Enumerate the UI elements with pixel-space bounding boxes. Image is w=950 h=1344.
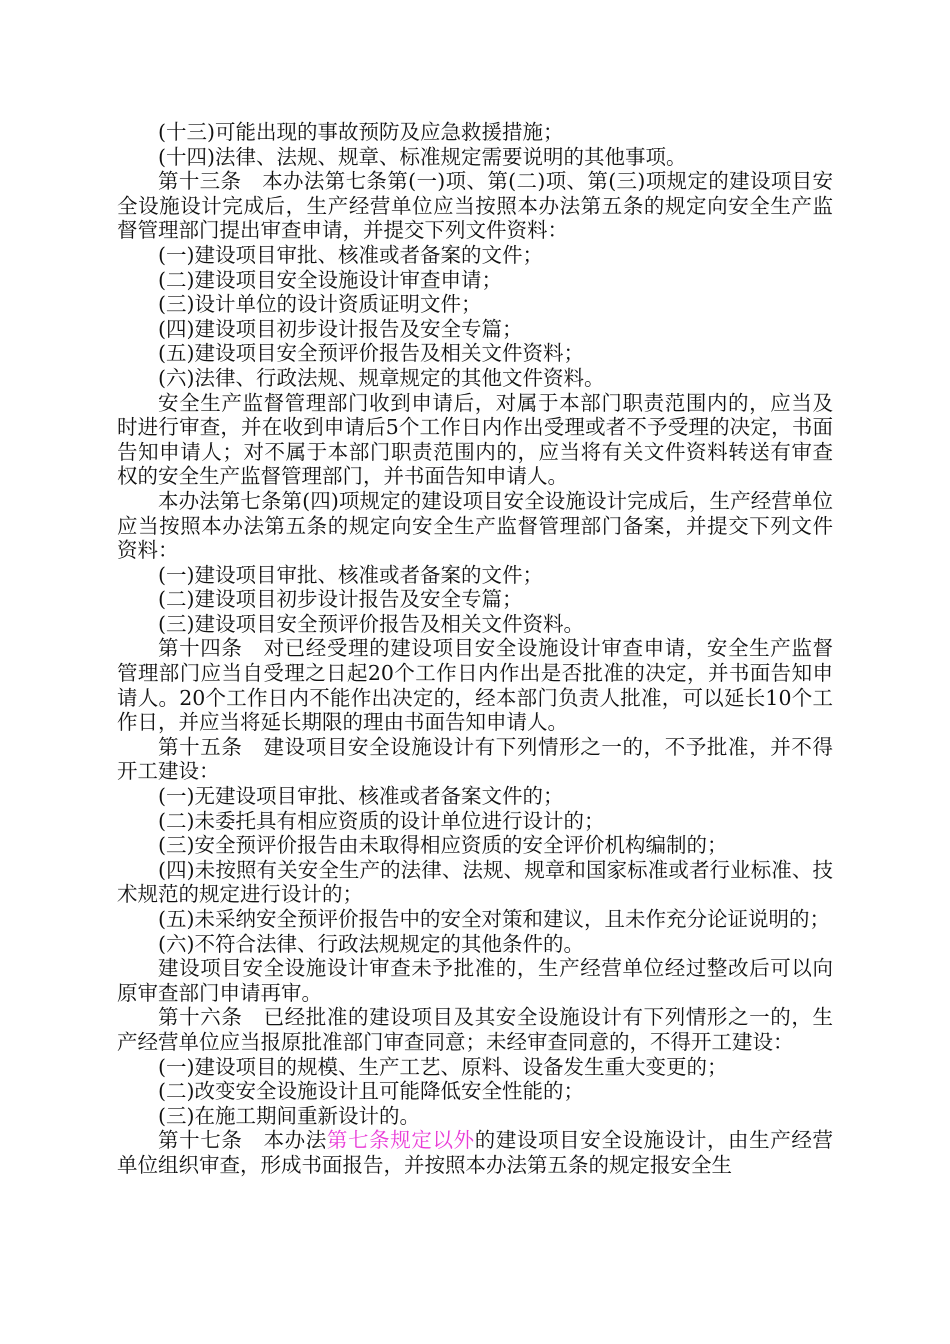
article-13-item-1: (一)建设项目审批、核准或者备案的文件； <box>158 242 543 267</box>
article-17 <box>117 1128 833 1177</box>
article-16-item-1: (一)建设项目的规模、生产工艺、原料、设备发生重大变更的； <box>158 1054 728 1079</box>
article-16: 第十六条 已经批准的建设项目及其安全设施设计有下列情形之一的，生产经营单位应当报原批准部门审查同意；未经审查同意的，不得开工建设： <box>117 1005 833 1054</box>
article-13: 第十三条 本办法第七条第(一)项、第(二)项、第(三)项规定的建设项目安全设施设计完成后，生产经营单位应当按照本办法第五条的规定向安全生产监督管理部门提出审查申请，并提交下列文件资料： <box>117 169 833 243</box>
article-13-item-3: (三)设计单位的设计资质证明文件； <box>158 292 482 317</box>
article-15-item-2: (二)未委托具有相应资质的设计单位进行设计的； <box>158 808 605 833</box>
paragraph-item-14: (十四)法律、法规、规章、标准规定需要说明的其他事项。 <box>158 144 687 169</box>
filing-item-1: (一)建设项目审批、核准或者备案的文件； <box>158 562 543 587</box>
article-13-review-paragraph: 安全生产监督管理部门收到申请后，对属于本部门职责范围内的，应当及时进行审查，并在收到申请后5个工作日内作出受理或者不予受理的决定，书面告知申请人；对不属于本部门职责范围内的，应当将有关文件资料转送有审查权的安全生产监督管理部门，并书面告知申请人。 <box>117 390 833 489</box>
article-15-item-1: (一)无建设项目审批、核准或者备案文件的； <box>158 784 564 809</box>
article-13-item-5: (五)建设项目安全预评价报告及相关文件资料； <box>158 341 584 366</box>
document-page <box>117 120 833 1178</box>
article-15-item-3: (三)安全预评价报告由未取得相应资质的安全评价机构编制的； <box>158 833 728 858</box>
article-17-text-after: 的建设项目安全设施设计，由生产经营单位组织审查，形成书面报告，并按照本办法第五条的规定报安全生 <box>117 1128 834 1177</box>
article-15-item-5: (五)未采纳安全预评价报告中的安全对策和建议，且未作充分论证说明的； <box>158 907 830 931</box>
article-13-item-6: (六)法律、行政法规、规章规定的其他文件资料。 <box>158 365 605 390</box>
paragraph-item-13: (十三)可能出现的事故预防及应急救援措施； <box>158 120 564 144</box>
highlighted-text: 第七条规定以外 <box>326 1128 475 1153</box>
filing-item-2: (二)建设项目初步设计报告及安全专篇； <box>158 587 523 612</box>
article-17-text-before: 第十七条 本办法 <box>158 1128 327 1153</box>
article-16-item-2: (二)改变安全设施设计且可能降低安全性能的； <box>158 1079 584 1104</box>
article-13-filing-paragraph: 本办法第七条第(四)项规定的建设项目安全设施设计完成后，生产经营单位应当按照本办法第五条的规定向安全生产监督管理部门备案，并提交下列文件资料： <box>117 488 833 563</box>
article-13-item-4: (四)建设项目初步设计报告及安全专篇； <box>158 316 523 341</box>
article-15-resubmit-paragraph: 建设项目安全设施设计审查未予批准的，生产经营单位经过整改后可以向原审查部门申请再审。 <box>117 956 833 1005</box>
filing-item-3: (三)建设项目安全预评价报告及相关文件资料。 <box>158 611 584 636</box>
article-14: 第十四条 对已经受理的建设项目安全设施设计审查申请，安全生产监督管理部门应当自受理之日起20个工作日内作出是否批准的决定，并书面告知申请人。20个工作日内不能作出决定的，经本部门负责人批准，可以延长10个工作日，并应当将延长期限的理由书面告知申请人。 <box>117 636 833 735</box>
article-13-item-2: (二)建设项目安全设施设计审查申请； <box>158 267 502 292</box>
article-16-item-3: (三)在施工期间重新设计的。 <box>158 1103 420 1128</box>
article-15: 第十五条 建设项目安全设施设计有下列情形之一的，不予批准，并不得开工建设： <box>117 734 833 784</box>
article-15-item-4: (四)未按照有关安全生产的法律、法规、规章和国家标准或者行业标准、技术规范的规定进行设计的； <box>117 857 833 907</box>
article-15-item-6: (六)不符合法律、行政法规规定的其他条件的。 <box>158 931 584 956</box>
